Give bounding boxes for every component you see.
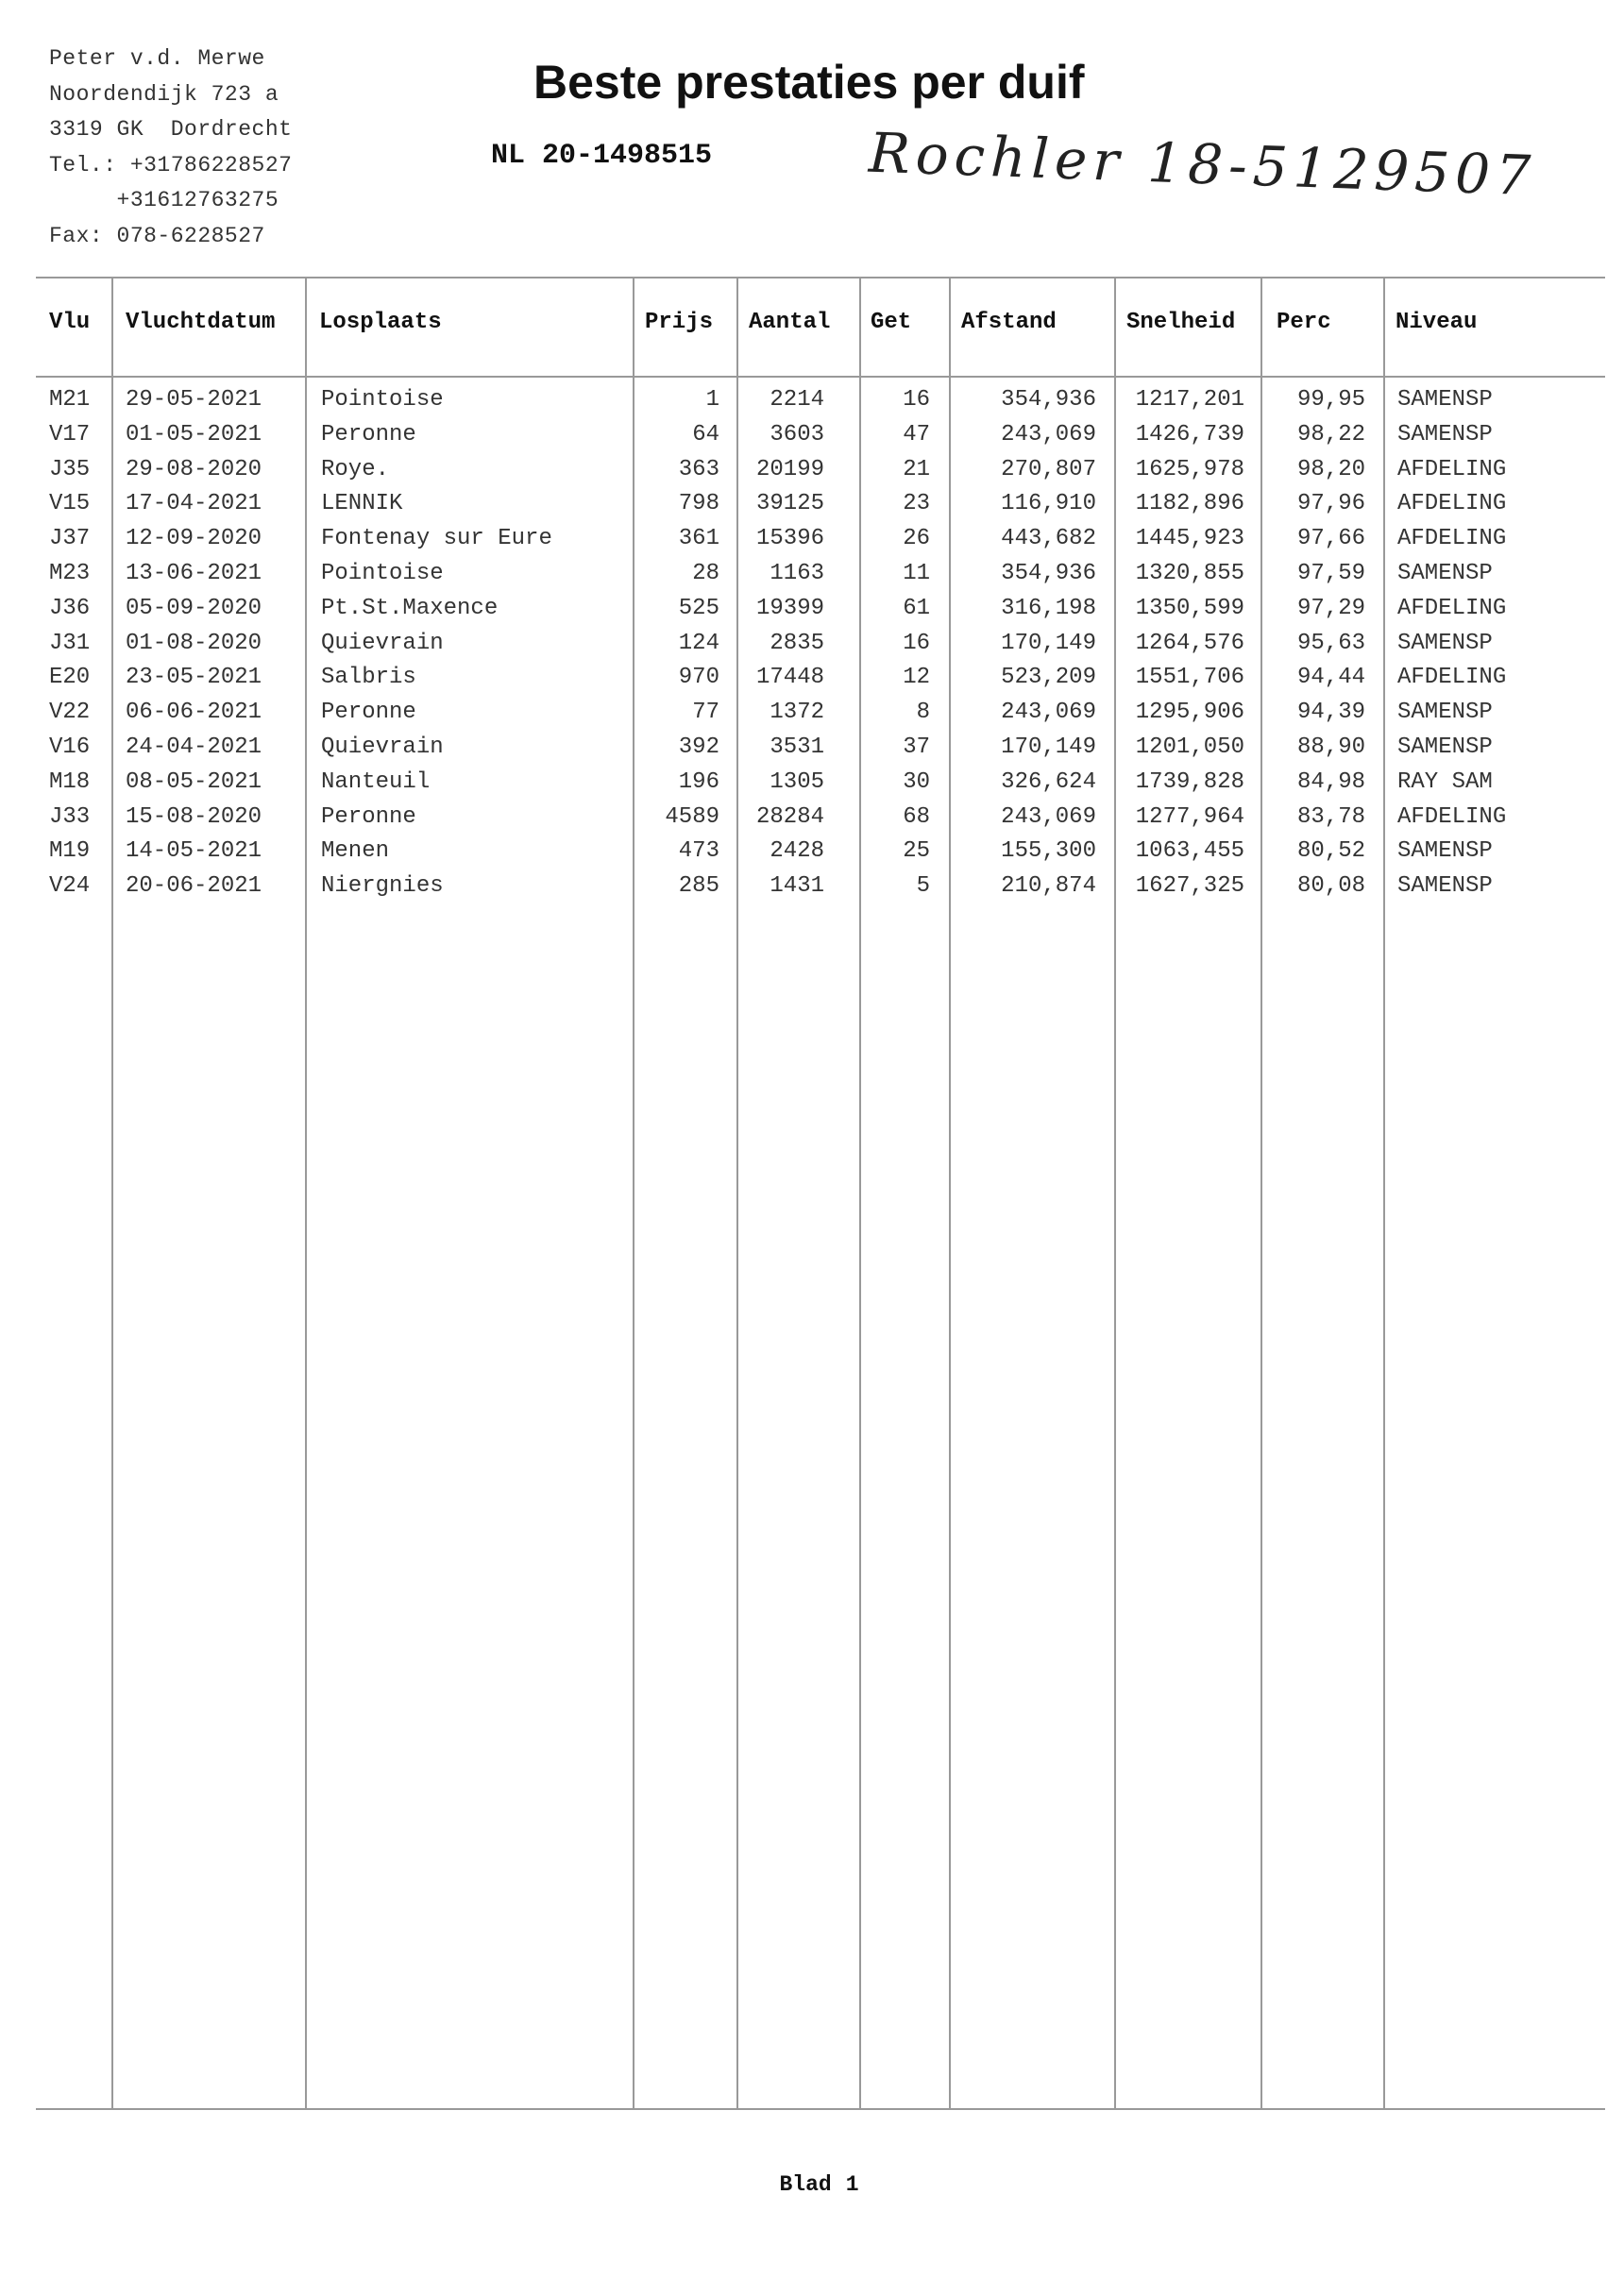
column-header: Niveau	[1396, 310, 1478, 335]
table-cell: 13-06-2021	[126, 561, 262, 586]
table-cell: 30	[903, 768, 930, 795]
table-cell: SAMENSP	[1397, 387, 1493, 413]
table-cell: 155,300	[1001, 838, 1096, 865]
column-header: Perc	[1277, 310, 1331, 335]
table-cell: 2214	[770, 387, 824, 413]
table-cell: 285	[678, 873, 719, 900]
table-cell: 47	[903, 421, 930, 447]
table-cell: 1320,855	[1135, 561, 1244, 586]
table-cell: 4589	[665, 803, 719, 830]
table-cell: 363	[678, 456, 719, 482]
table-cell: SAMENSP	[1397, 561, 1493, 586]
table-cell: 1	[705, 387, 719, 413]
table-cell: 361	[678, 526, 719, 552]
table-cell: 326,624	[1001, 768, 1096, 795]
sender-fax: Fax: 078-6228527	[49, 223, 265, 248]
table-cell: 95,63	[1296, 630, 1365, 656]
table-cell: SAMENSP	[1397, 421, 1493, 447]
column-divider	[111, 277, 113, 2108]
table-cell: 20-06-2021	[126, 873, 262, 900]
column-divider	[949, 277, 951, 2108]
column-header: Get	[871, 310, 912, 335]
table-cell: 354,936	[1001, 561, 1096, 586]
column-divider	[859, 277, 861, 2108]
column-header: Vlu	[49, 310, 91, 335]
table-cell: 39125	[755, 491, 824, 517]
table-cell: 270,807	[1001, 456, 1096, 482]
table-cell: 16	[903, 387, 930, 413]
table-cell: V17	[49, 421, 91, 447]
sender-tel-1: Tel.: +31786228527	[49, 152, 293, 177]
table-cell: AFDELING	[1397, 526, 1507, 552]
table-cell: 1063,455	[1135, 838, 1244, 865]
table-cell: 12-09-2020	[126, 526, 262, 552]
table-cell: SAMENSP	[1397, 630, 1493, 656]
table-cell: LENNIK	[321, 491, 403, 517]
table-cell: 23	[903, 491, 930, 517]
table-cell: 21	[903, 456, 930, 482]
table-cell: 25	[903, 838, 930, 865]
table-cell: 8	[916, 700, 930, 726]
table-cell: 3603	[770, 421, 824, 447]
table-cell: Pointoise	[321, 387, 444, 413]
table-cell: 3531	[770, 734, 824, 760]
table-cell: 316,198	[1001, 595, 1096, 621]
table-cell: 170,149	[1001, 734, 1096, 760]
column-divider	[1260, 277, 1262, 2108]
table-cell: 01-05-2021	[126, 421, 262, 447]
table-cell: 97,96	[1296, 491, 1365, 517]
table-cell: 473	[678, 838, 719, 865]
table-cell: Peronne	[321, 803, 416, 830]
table-cell: 28284	[755, 803, 824, 830]
table-cell: 61	[903, 595, 930, 621]
table-cell: SAMENSP	[1397, 734, 1493, 760]
table-cell: 2428	[770, 838, 824, 865]
column-divider	[736, 277, 738, 2108]
table-cell: 210,874	[1001, 873, 1096, 900]
table-bottom-rule	[36, 2108, 1605, 2110]
table-cell: 392	[678, 734, 719, 760]
table-cell: 1551,706	[1135, 665, 1244, 691]
table-cell: 1264,576	[1135, 630, 1244, 656]
table-cell: V24	[49, 873, 91, 900]
table-cell: 94,44	[1296, 665, 1365, 691]
table-cell: E20	[49, 665, 91, 691]
table-cell: 1163	[770, 561, 824, 586]
table-cell: 84,98	[1296, 768, 1365, 795]
table-cell: SAMENSP	[1397, 873, 1493, 900]
table-cell: 20199	[755, 456, 824, 482]
sender-street: Noordendijk 723 a	[49, 81, 279, 107]
table-cell: Fontenay sur Eure	[321, 526, 552, 552]
table-cell: AFDELING	[1397, 456, 1507, 482]
table-cell: 5	[916, 873, 930, 900]
table-cell: 80,52	[1296, 838, 1365, 865]
table-cell: Salbris	[321, 665, 416, 691]
table-cell: J35	[49, 456, 91, 482]
table-cell: 11	[903, 561, 930, 586]
table-cell: 243,069	[1001, 700, 1096, 726]
table-cell: 1295,906	[1135, 700, 1244, 726]
table-cell: 12	[903, 665, 930, 691]
column-header: Afstand	[961, 310, 1057, 335]
table-cell: 83,78	[1296, 803, 1365, 830]
table-cell: 26	[903, 526, 930, 552]
table-cell: 1182,896	[1135, 491, 1244, 517]
table-cell: 15-08-2020	[126, 803, 262, 830]
table-cell: M21	[49, 387, 91, 413]
table-cell: 970	[678, 665, 719, 691]
table-cell: Quievrain	[321, 734, 444, 760]
table-cell: AFDELING	[1397, 803, 1507, 830]
table-cell: 443,682	[1001, 526, 1096, 552]
sender-address	[49, 42, 292, 254]
sender-name: Peter v.d. Merwe	[49, 46, 265, 71]
table-cell: 2835	[770, 630, 824, 656]
table-cell: 28	[692, 561, 719, 586]
table-cell: 1372	[770, 700, 824, 726]
table-cell: 1431	[770, 873, 824, 900]
table-cell: Nanteuil	[321, 768, 431, 795]
table-cell: 29-05-2021	[126, 387, 262, 413]
table-cell: AFDELING	[1397, 491, 1507, 517]
table-cell: 1305	[770, 768, 824, 795]
table-cell: 170,149	[1001, 630, 1096, 656]
table-cell: 15396	[755, 526, 824, 552]
table-cell: J36	[49, 595, 91, 621]
table-cell: 88,90	[1296, 734, 1365, 760]
table-cell: M19	[49, 838, 91, 865]
table-cell: 97,66	[1296, 526, 1365, 552]
table-cell: 1201,050	[1135, 734, 1244, 760]
page-label: Blad	[779, 2172, 832, 2197]
column-header: Vluchtdatum	[126, 310, 276, 335]
table-cell: 243,069	[1001, 421, 1096, 447]
table-cell: SAMENSP	[1397, 700, 1493, 726]
table-cell: M23	[49, 561, 91, 586]
ring-number: NL 20-1498515	[491, 140, 713, 172]
table-cell: 523,209	[1001, 665, 1096, 691]
table-cell: 17-04-2021	[126, 491, 262, 517]
table-cell: 1350,599	[1135, 595, 1244, 621]
table-cell: 23-05-2021	[126, 665, 262, 691]
table-cell: 196	[678, 768, 719, 795]
table-cell: 98,20	[1296, 456, 1365, 482]
table-cell: 1217,201	[1135, 387, 1244, 413]
table-cell: Pointoise	[321, 561, 444, 586]
table-top-rule	[36, 277, 1605, 279]
table-cell: 80,08	[1296, 873, 1365, 900]
table-cell: RAY SAM	[1397, 768, 1493, 795]
table-cell: 05-09-2020	[126, 595, 262, 621]
table-cell: 1426,739	[1135, 421, 1244, 447]
table-cell: 1445,923	[1135, 526, 1244, 552]
table-cell: Menen	[321, 838, 390, 865]
column-divider	[305, 277, 307, 2108]
column-divider	[1383, 277, 1385, 2108]
table-cell: 124	[678, 630, 719, 656]
table-cell: 243,069	[1001, 803, 1096, 830]
table-cell: 1739,828	[1135, 768, 1244, 795]
table-cell: 08-05-2021	[126, 768, 262, 795]
table-cell: 98,22	[1296, 421, 1365, 447]
handwritten-note: Rochler 18-5129507	[868, 120, 1538, 209]
page-title: Beste prestaties per duif	[533, 56, 1085, 109]
table-cell: 354,936	[1001, 387, 1096, 413]
sender-city: 3319 GK Dordrecht	[49, 117, 293, 142]
table-cell: V16	[49, 734, 91, 760]
column-header: Aantal	[749, 310, 831, 335]
table-cell: Roye.	[321, 456, 390, 482]
table-cell: 94,39	[1296, 700, 1365, 726]
table-cell: 798	[678, 491, 719, 517]
table-cell: 14-05-2021	[126, 838, 262, 865]
header-bottom-rule	[36, 376, 1605, 378]
table-cell: 1277,964	[1135, 803, 1244, 830]
table-cell: 16	[903, 630, 930, 656]
table-cell: 525	[678, 595, 719, 621]
table-cell: 97,59	[1296, 561, 1365, 586]
table-cell: Peronne	[321, 421, 416, 447]
table-cell: 06-06-2021	[126, 700, 262, 726]
table-cell: V22	[49, 700, 91, 726]
table-cell: Niergnies	[321, 873, 444, 900]
table-cell: Quievrain	[321, 630, 444, 656]
page-number: 1	[845, 2172, 859, 2197]
table-cell: J33	[49, 803, 91, 830]
table-cell: AFDELING	[1397, 665, 1507, 691]
table-cell: 116,910	[1001, 491, 1096, 517]
table-cell: 17448	[755, 665, 824, 691]
table-cell: 64	[692, 421, 719, 447]
table-cell: 1627,325	[1135, 873, 1244, 900]
table-cell: 19399	[755, 595, 824, 621]
table-cell: Pt.St.Maxence	[321, 595, 499, 621]
table-cell: 1625,978	[1135, 456, 1244, 482]
table-cell: 68	[903, 803, 930, 830]
table-cell: J37	[49, 526, 91, 552]
column-divider	[1114, 277, 1116, 2108]
column-header: Snelheid	[1126, 310, 1236, 335]
table-cell: 29-08-2020	[126, 456, 262, 482]
column-header: Prijs	[645, 310, 714, 335]
table-cell: 37	[903, 734, 930, 760]
table-cell: M18	[49, 768, 91, 795]
table-cell: AFDELING	[1397, 595, 1507, 621]
column-header: Losplaats	[319, 310, 442, 335]
table-cell: Peronne	[321, 700, 416, 726]
table-cell: V15	[49, 491, 91, 517]
sender-tel-2: +31612763275	[49, 188, 279, 212]
page-footer	[0, 2172, 1624, 2197]
table-cell: 99,95	[1296, 387, 1365, 413]
column-divider	[633, 277, 634, 2108]
table-cell: 01-08-2020	[126, 630, 262, 656]
table-cell: 97,29	[1296, 595, 1365, 621]
table-cell: 77	[692, 700, 719, 726]
table-cell: J31	[49, 630, 91, 656]
table-cell: 24-04-2021	[126, 734, 262, 760]
table-cell: SAMENSP	[1397, 838, 1493, 865]
